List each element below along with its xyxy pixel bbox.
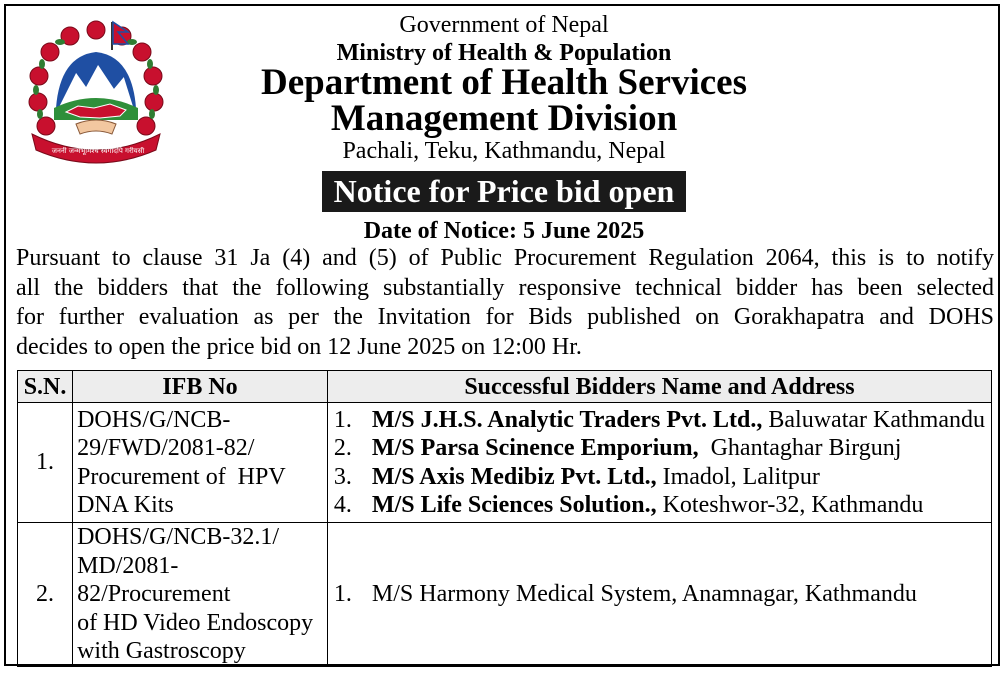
office-address: Pachali, Teku, Kathmandu, Nepal — [342, 138, 666, 164]
item-number: 1. — [333, 406, 352, 433]
item-number: 1. — [333, 581, 352, 607]
ifb-line: Procurement of HPV — [77, 463, 286, 490]
body-line: Pursuant to clause 31 Ja (4) and (5) of Public Procurement Regulation 2064, this is to notify — [16, 245, 994, 271]
bidder-address: Koteshwor-32, Kathmandu — [656, 492, 924, 518]
list-item — [334, 491, 985, 520]
ministry-title: Ministry of Health & Population — [336, 40, 672, 66]
bidder-address: Imadol, Lalitpur — [656, 463, 820, 490]
ifb-cell — [73, 523, 328, 667]
body-line: all the bidders that the following substantially responsive technical bidder has been selected — [16, 274, 994, 301]
ifb-line: DOHS/G/NCB- — [77, 406, 231, 433]
bidder-address: Ghantaghar Birgunj — [698, 435, 902, 461]
ifb-line: with Gastroscopy — [77, 638, 246, 664]
ifb-line: 29/FWD/2081-82/ — [77, 435, 255, 461]
department-title: Department of Health Services — [260, 62, 747, 103]
notice-title: Notice for Price bid open — [322, 171, 687, 212]
table-row — [18, 523, 992, 667]
bidder-name: M/S Parsa Scinence Emporium, — [371, 435, 699, 461]
list-item — [334, 580, 985, 609]
bidder-name: M/S J.H.S. Analytic Traders Pvt. Ltd., — [371, 406, 763, 433]
bidder-name: M/S Life Sciences Solution., — [371, 492, 657, 518]
notice-date: Date of Notice: 5 June 2025 — [363, 218, 645, 244]
sn-cell: 1. — [18, 403, 73, 523]
bidder-address: M/S Harmony Medical System, Anamnagar, Kathmandu — [371, 581, 917, 607]
sn-cell: 2. — [18, 523, 73, 667]
item-number: 3. — [333, 463, 352, 490]
bidders-cell — [327, 523, 991, 667]
header-bidders: Successful Bidders Name and Address — [327, 371, 991, 403]
header-sn: S.N. — [18, 371, 73, 403]
ifb-line: of HD Video Endoscopy — [77, 609, 314, 636]
table-row — [18, 403, 992, 523]
government-title: Government of Nepal — [399, 12, 609, 38]
emblem-motto: जननी जन्मभूमिश्च स्वर्गादपि गरीयसी — [51, 147, 145, 155]
notice-body — [16, 244, 994, 362]
ifb-line: MD/2081-82/Procurement — [77, 552, 231, 607]
list-item — [334, 434, 985, 463]
list-item — [334, 406, 985, 435]
division-title: Management Division — [330, 98, 678, 139]
bidders-table — [17, 370, 992, 667]
ifb-cell — [73, 403, 328, 523]
table-header-row — [18, 371, 992, 403]
ifb-line: DOHS/G/NCB-32.1/ — [77, 524, 280, 550]
bidders-cell — [327, 403, 991, 523]
item-number: 2. — [333, 435, 352, 461]
body-line: for further evaluation as per the Invitation for Bids published on Gorakhapatra and DOHS — [16, 304, 994, 330]
list-item — [334, 463, 985, 492]
item-number: 4. — [333, 492, 352, 518]
ifb-line: DNA Kits — [77, 492, 174, 518]
bidder-name: M/S Axis Medibiz Pvt. Ltd., — [371, 463, 657, 490]
bidder-address: Baluwatar Kathmandu — [762, 406, 985, 433]
body-line: decides to open the price bid on 12 June 2025 on 12:00 Hr. — [16, 333, 582, 360]
header-ifb-no: IFB No — [73, 371, 328, 403]
